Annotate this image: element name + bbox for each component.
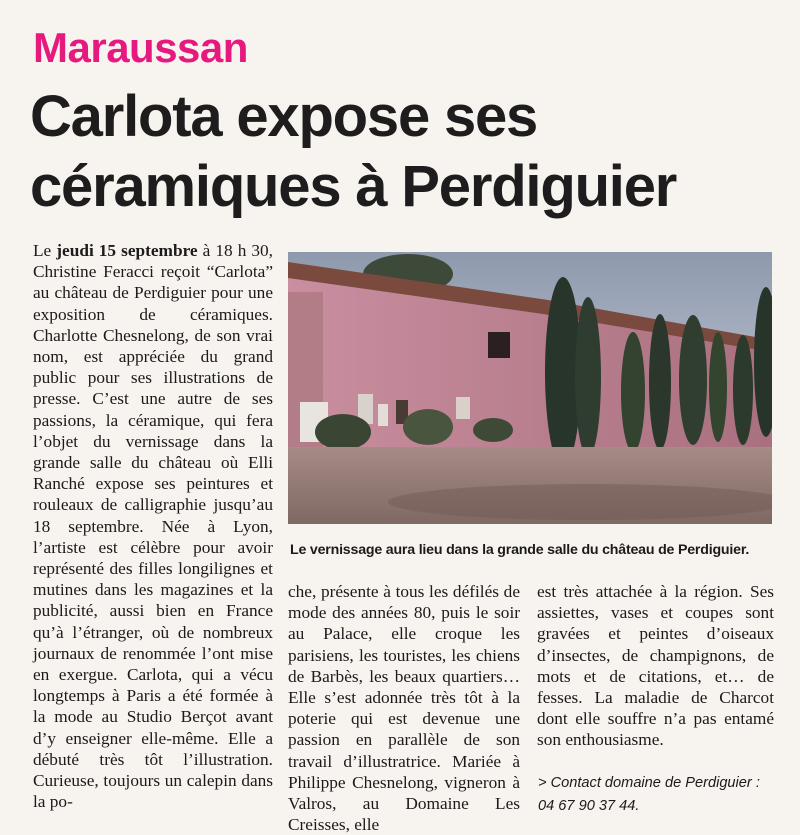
headline-line-1: Carlota expose ses bbox=[30, 84, 538, 149]
body-column-3 bbox=[537, 581, 774, 751]
body-column-1 bbox=[33, 240, 273, 812]
chateau-photo-icon bbox=[288, 252, 772, 524]
photo-caption: Le vernissage aura lieu dans la grande salle du château de Perdiguier. bbox=[290, 542, 750, 558]
body-paragraph-1 bbox=[33, 240, 273, 812]
body-text-col1: à 18 h 30, Christine Feracci reçoit “Carlota” au château de Perdiguier pour une exposition de céramiques. Charlotte Chesnelong, de son vrai nom, est appréciée du grand public pour ses illustrations de presse. C’est une autre de ses passions, la céramique, qui fera l’objet du vernissage dans la grande salle du château où Elli Ranché expose ses peintures et rouleaux de calligraphie jusqu’au 18 septembre. Née à Lyon, l’artiste est célèbre pour avoir représenté des filles longilignes et mutines dans les magazines et la publicité, aussi bien en France qu’à l’étranger, où de nombreux journaux de renommée l’ont mise en exergue. Carlota, qui a vécu longtemps à Paris a été formée à la mode au Studio Berçot avant d’y enseigner elle-même. Elle a débuté très tôt l’illustration. Curieuse, toujours un calepin dans la po- bbox=[33, 241, 273, 812]
body-column-2 bbox=[288, 581, 520, 835]
body-text-col2: che, présente à tous les défilés de mode des années 80, puis le soir au Palace, elle croque les parisiens, les touristes, les chiens de Barbès, les beaux quartiers… Elle s’est adonnée très tôt à la poterie qui est devenue une passion en parallèle de son travail d’illustratrice. Mariée à Philippe Chesnelong, vigneron à Valros, au Domaine Les Creisses, elle bbox=[288, 582, 520, 835]
contact-info bbox=[538, 772, 774, 818]
body-text-col3: est très attachée à la région. Ses assiettes, vases et coupes sont gravées et peintes d’oiseaux d’insectes, de champignons, de mots et de citations, et… de fesses. La maladie de Charcot dont elle souffre n’a pas entamé son enthousiasme. bbox=[537, 582, 774, 750]
kicker-location: Maraussan bbox=[33, 24, 248, 71]
article-photo bbox=[288, 252, 772, 524]
headline-line-2: céramiques à Perdiguier bbox=[30, 154, 677, 219]
contact-label: > Contact domaine de Perdiguier : bbox=[538, 775, 760, 791]
event-date: jeudi 15 septembre bbox=[56, 241, 198, 260]
article-headline bbox=[30, 82, 790, 222]
contact-phone: 04 67 90 37 44. bbox=[538, 798, 640, 814]
body-lead: Le bbox=[33, 241, 52, 260]
